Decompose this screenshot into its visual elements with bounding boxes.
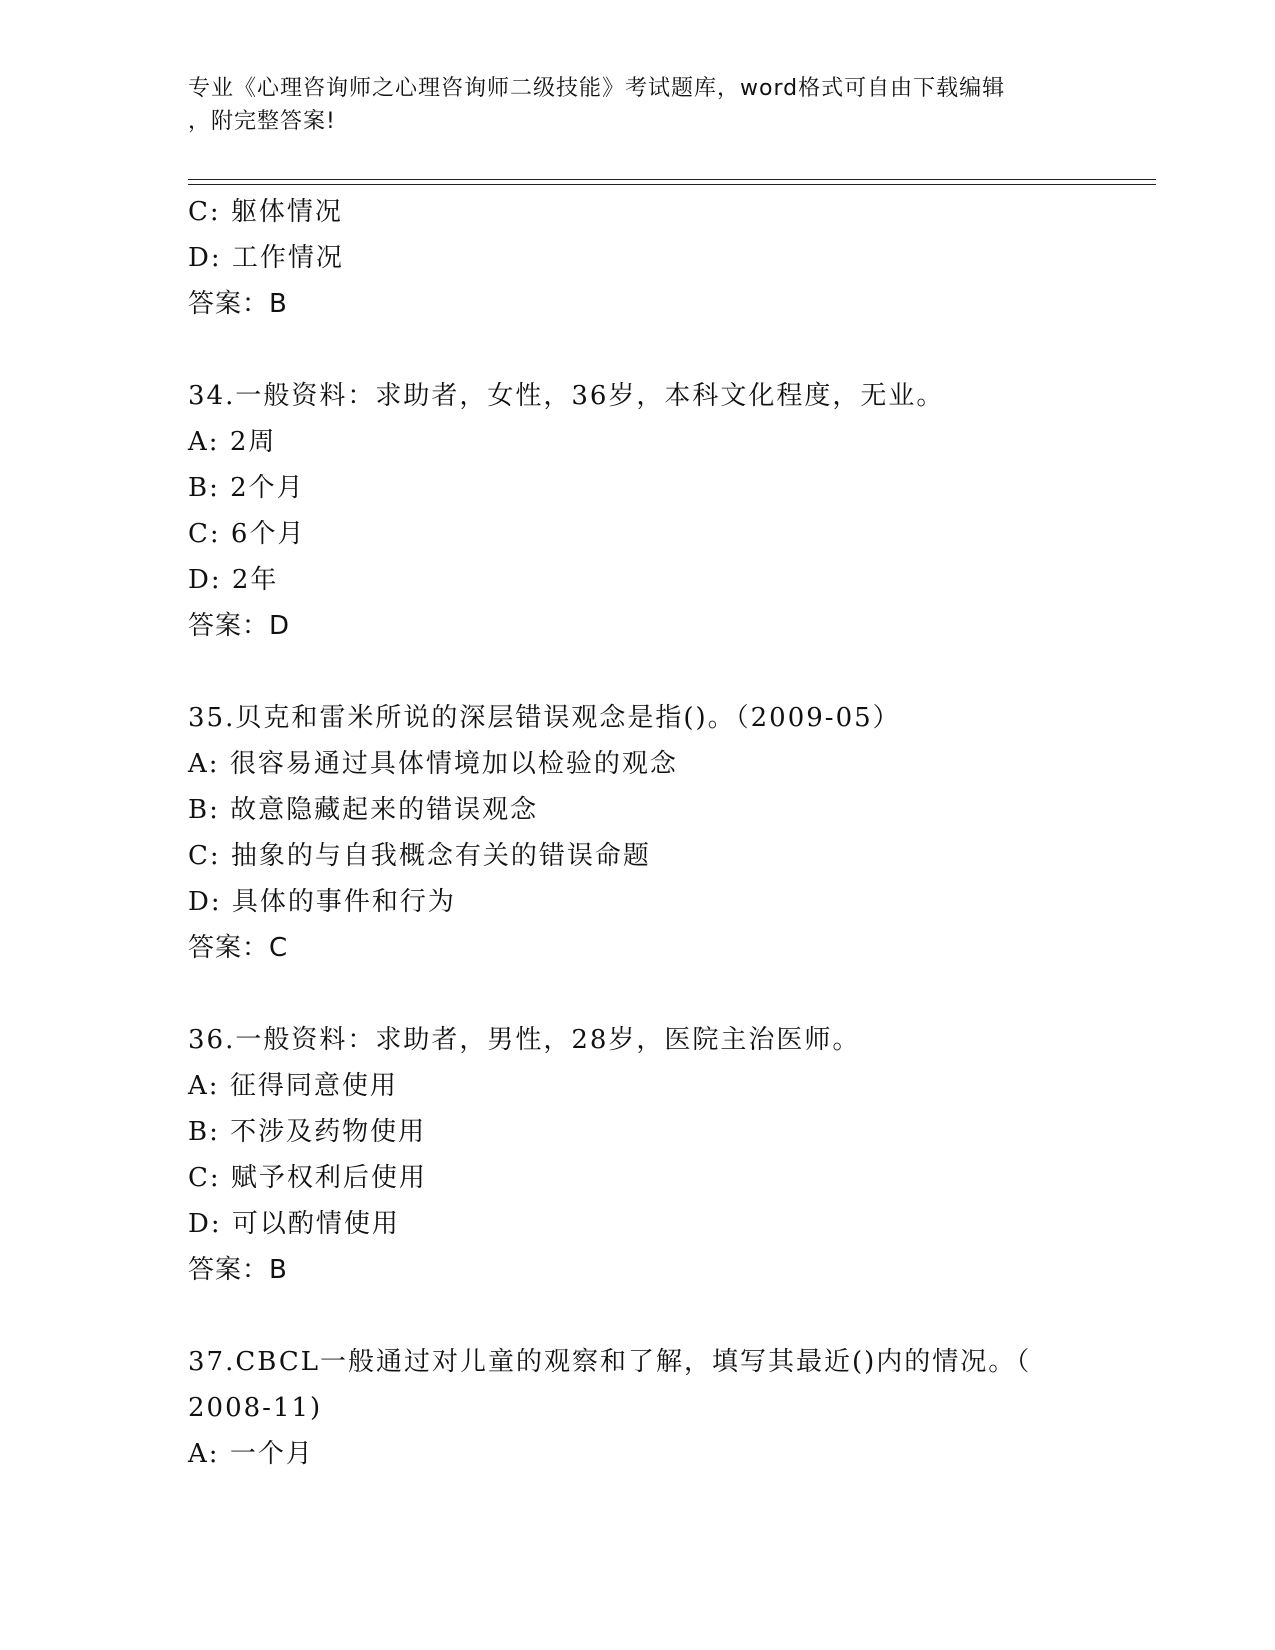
option-label: C: — [188, 519, 221, 549]
answer-line: 答案：B — [188, 289, 288, 319]
option-text: 2年 — [231, 565, 279, 595]
option-b — [188, 1109, 1148, 1155]
option-label: D: — [188, 1209, 222, 1239]
question-block-34 — [188, 373, 1148, 649]
option-c — [188, 833, 1148, 879]
option-label: B: — [188, 795, 220, 825]
option-label: C: — [188, 197, 221, 227]
option-label: A: — [188, 1439, 220, 1469]
question-title: 35.贝克和雷米所说的深层错误观念是指()。（2009-05） — [188, 703, 901, 733]
header-line-2: ，附完整答案! — [188, 109, 336, 134]
header-divider-top — [188, 179, 1156, 180]
option-a — [188, 419, 1148, 465]
header-line-1: 专业《心理咨询师之心理咨询师二级技能》考试题库，word格式可自由下载编辑 — [188, 76, 1006, 101]
question-block-36 — [188, 1017, 1148, 1293]
answer-line: 答案：C — [188, 933, 289, 963]
option-text: 6个月 — [230, 519, 306, 549]
option-c — [188, 1155, 1148, 1201]
option-text: 躯体情况 — [230, 197, 343, 227]
option-text: 一个月 — [229, 1439, 314, 1469]
answer-line: 答案：D — [188, 611, 291, 641]
header-divider-bottom — [188, 184, 1156, 185]
option-d — [188, 879, 1148, 925]
option-b — [188, 465, 1148, 511]
option-d — [188, 557, 1148, 603]
option-text: 赋予权利后使用 — [230, 1163, 427, 1193]
option-text: 2个月 — [230, 473, 305, 503]
option-label: A: — [188, 749, 220, 779]
option-text: 很容易通过具体情境加以检验的观念 — [229, 749, 678, 779]
question-title: 36.一般资料：求助者，男性，28岁，医院主治医师。 — [188, 1025, 861, 1055]
option-label: A: — [188, 1071, 220, 1101]
option-text: 具体的事件和行为 — [231, 887, 456, 917]
answer-line: 答案：B — [188, 1255, 288, 1285]
option-text: 征得同意使用 — [229, 1071, 398, 1101]
option-label: D: — [188, 887, 222, 917]
option-label: C: — [188, 1163, 221, 1193]
option-a — [188, 1063, 1148, 1109]
option-a — [188, 741, 1148, 787]
option-label: B: — [188, 473, 220, 503]
option-text: 不涉及药物使用 — [230, 1117, 427, 1147]
question-block-35 — [188, 695, 1148, 971]
question-title-line-1: 37.CBCL一般通过对儿童的观察和了解，填写其最近()内的情况。（ — [188, 1347, 1032, 1377]
option-label: A: — [188, 427, 220, 457]
question-list — [188, 189, 1148, 1477]
document-header — [188, 72, 1078, 138]
option-label: D: — [188, 243, 222, 273]
option-text: 2周 — [229, 427, 277, 457]
option-d — [188, 1201, 1148, 1247]
question-block-37 — [188, 1339, 1148, 1477]
option-text: 故意隐藏起来的错误观念 — [230, 795, 539, 825]
option-text: 抽象的与自我概念有关的错误命题 — [230, 841, 651, 871]
option-c — [188, 511, 1148, 557]
option-label: C: — [188, 841, 221, 871]
question-block-33 — [188, 189, 1148, 327]
question-title-line-2: 2008-11) — [188, 1393, 323, 1423]
option-c — [188, 189, 1148, 235]
option-label: D: — [188, 565, 222, 595]
option-text: 可以酌情使用 — [231, 1209, 400, 1239]
question-title: 34.一般资料：求助者，女性，36岁，本科文化程度，无业。 — [188, 381, 945, 411]
option-d — [188, 235, 1148, 281]
option-b — [188, 787, 1148, 833]
option-text: 工作情况 — [231, 243, 344, 273]
option-label: B: — [188, 1117, 220, 1147]
option-a — [188, 1431, 1148, 1477]
